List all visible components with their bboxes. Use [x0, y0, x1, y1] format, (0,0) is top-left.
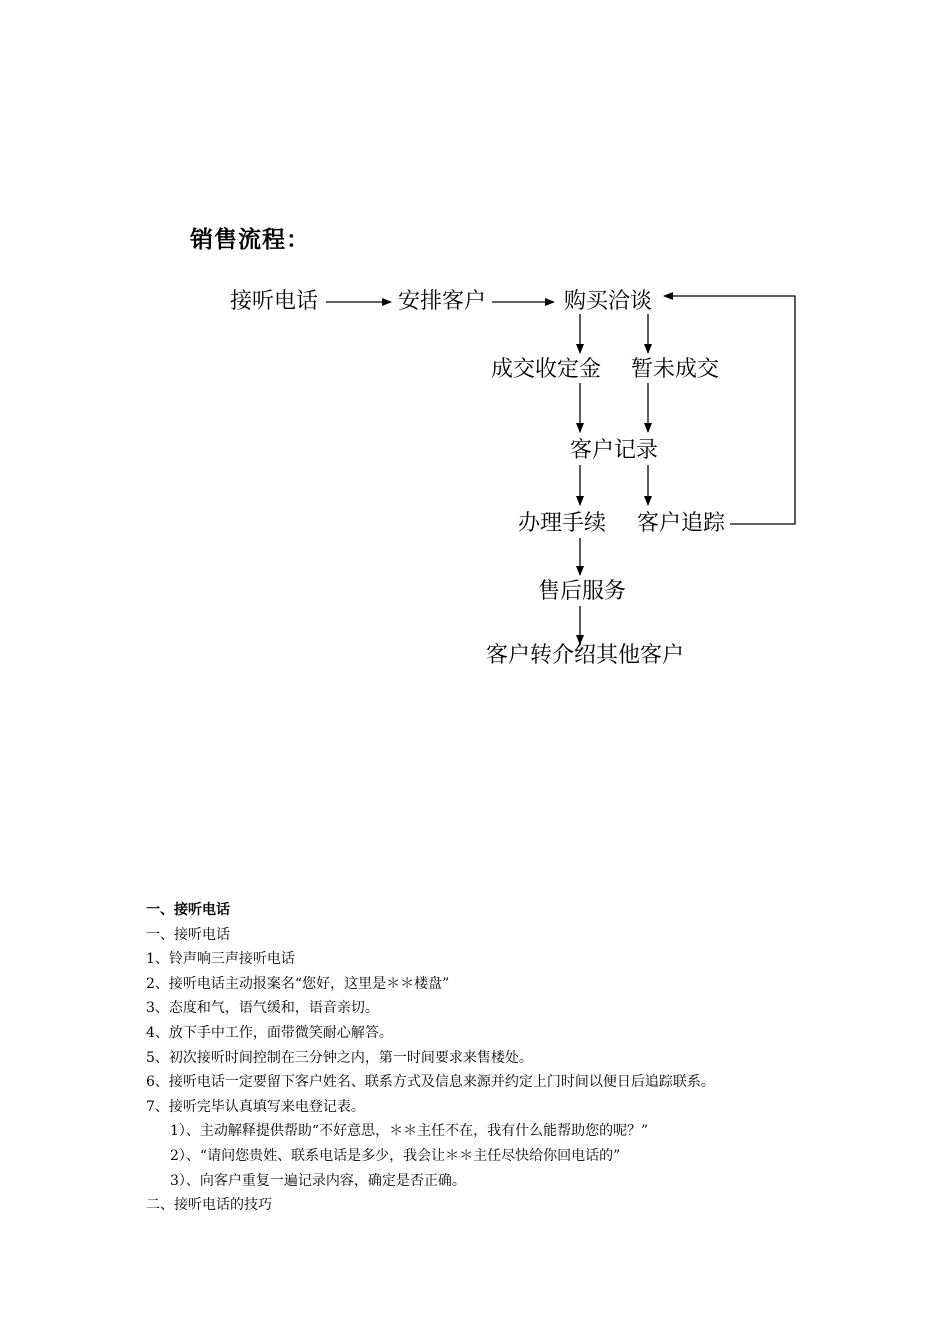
node-answer-call: 接听电话 [229, 289, 319, 314]
node-referral: 客户转介绍其他客户 [485, 643, 685, 668]
text-line: 一、接听电话 [146, 926, 230, 943]
node-no-deal: 暂未成交 [630, 357, 720, 382]
text-line: 7、接听完毕认真填写来电登记表。 [146, 1098, 365, 1115]
text-line-footer: 二、接听电话的技巧 [146, 1197, 272, 1214]
answer-call-section [146, 898, 846, 1218]
text-subline: 3）、向客户重复一遍记录内容，确定是否正确。 [170, 1172, 466, 1189]
text-line: 4、放下手中工作，面带微笑耐心解答。 [146, 1024, 393, 1041]
node-arrange-customer: 安排客户 [397, 289, 487, 314]
node-purchase-talk: 购买洽谈 [563, 289, 653, 314]
text-subline: 2）、“请问您贵姓、联系电话是多少，我会让＊＊主任尽快给你回电话的” [170, 1147, 621, 1164]
node-customer-tracking: 客户追踪 [636, 511, 726, 536]
flowchart-title: 销售流程： [190, 227, 310, 253]
text-line: 3、态度和气，语气缓和，语音亲切。 [146, 1000, 379, 1017]
arrow-tracking-loop-back [664, 296, 795, 524]
text-line: 1、铃声响三声接听电话 [146, 951, 295, 968]
node-deal-deposit: 成交收定金 [490, 357, 602, 382]
text-line: 5、初次接听时间控制在三分钟之内，第一时间要求来售楼处。 [146, 1049, 533, 1066]
text-line: 6、接听电话一定要留下客户姓名、联系方式及信息来源并约定上门时间以便日后追踪联系。 [146, 1074, 715, 1091]
section-heading: 一、接听电话 [146, 902, 230, 918]
node-customer-record: 客户记录 [569, 438, 659, 463]
node-procedures: 办理手续 [517, 511, 607, 536]
node-after-sales: 售后服务 [537, 579, 627, 604]
text-subline: 1）、主动解释提供帮助“不好意思，＊＊主任不在，我有什么能帮助您的呢？” [170, 1123, 649, 1140]
text-line: 2、接听电话主动报案名“您好，这里是＊＊楼盘” [146, 975, 450, 992]
